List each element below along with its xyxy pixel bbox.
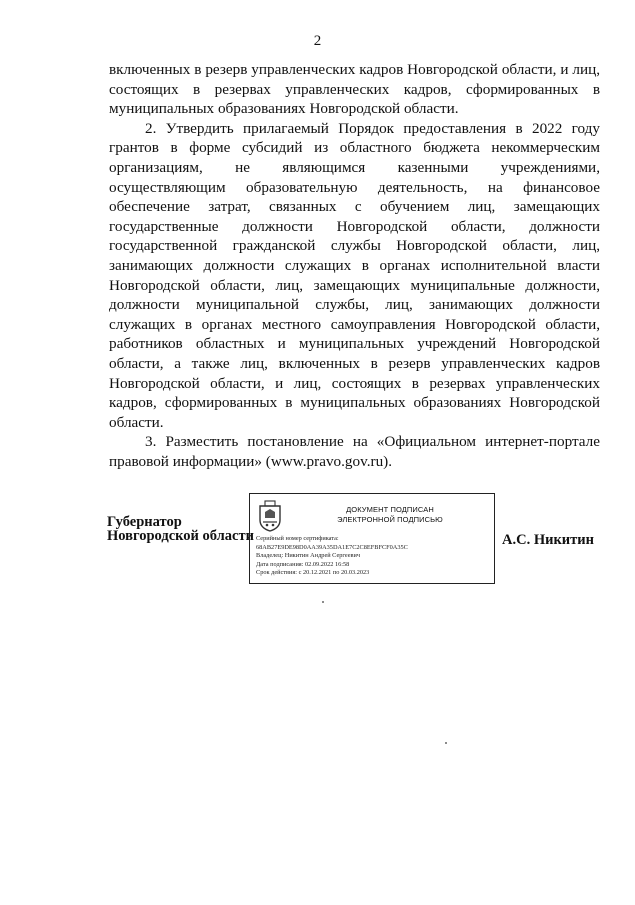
paragraph-continuation: включенных в резерв управленческих кадров Новгородской области, и лиц, состоящих в резервах управленческих кадров, сформированных в муниципальных образованиях Новгородской области. xyxy=(109,61,600,118)
stamp-heading xyxy=(290,505,490,525)
stamp-details xyxy=(256,535,492,578)
stamp-serial-label: Серийный номер сертификата: xyxy=(256,535,339,542)
electronic-signature-stamp xyxy=(249,493,495,584)
stamp-signed-date: Дата подписания: 02.09.2022 16:58 xyxy=(256,560,350,568)
paragraph-item-3: 3. Разместить постановление на «Официальном интернет-портале правовой информации» (www.pravo.gov.ru). xyxy=(109,433,600,470)
signer-name: А.С. Никитин xyxy=(502,532,594,548)
scan-speck xyxy=(445,742,447,744)
scan-speck xyxy=(322,601,324,603)
coat-of-arms-icon xyxy=(256,500,284,532)
stamp-heading-line1: ДОКУМЕНТ ПОДПИСАН xyxy=(346,505,434,514)
stamp-owner: Владелец: Никитин Андрей Сергеевич xyxy=(256,552,361,560)
stamp-validity: Срок действия: с 20.12.2021 по 20.03.2023 xyxy=(256,569,370,577)
document-body xyxy=(109,60,600,471)
signer-title xyxy=(107,515,254,543)
stamp-serial-value: 68AB27E9DE98D0AA39A35DA1E7C2C8EFBFCF0A35C xyxy=(256,543,408,551)
signer-title-line1: Губернатор xyxy=(107,514,182,530)
paragraph-item-2: 2. Утвердить прилагаемый Порядок предоставления в 2022 году грантов в форме субсидий из областного бюджета некоммерческим организациям, не являющимся казенными учреждениями, осуществляющим образовательную деятельность, на финансовое обеспечение затрат, связанных с обучением лиц, замещающих государственные должности Новгородской области, должности государственной гражданской службы Новгородской области, лиц, занимающих должности служащих в органах исполнительной власти Новгородской области, лиц, замещающих муниципальные должности, должности муниципальной службы, лиц, занимающих должности служащих в органах местного самоуправления Новгородской области, работников областных и муниципальных учреждений Новгородской области, а также лиц, включенных в резерв управленческих кадров Новгородской области, и лиц, состоящих в резервах управленческих кадров, сформированных в муниципальных образованиях Новгородской области. xyxy=(109,119,600,431)
signer-title-line2: Новгородской области xyxy=(107,528,254,544)
stamp-heading-line2: ЭЛЕКТРОННОЙ ПОДПИСЬЮ xyxy=(337,515,443,524)
page-number: 2 xyxy=(313,33,322,49)
